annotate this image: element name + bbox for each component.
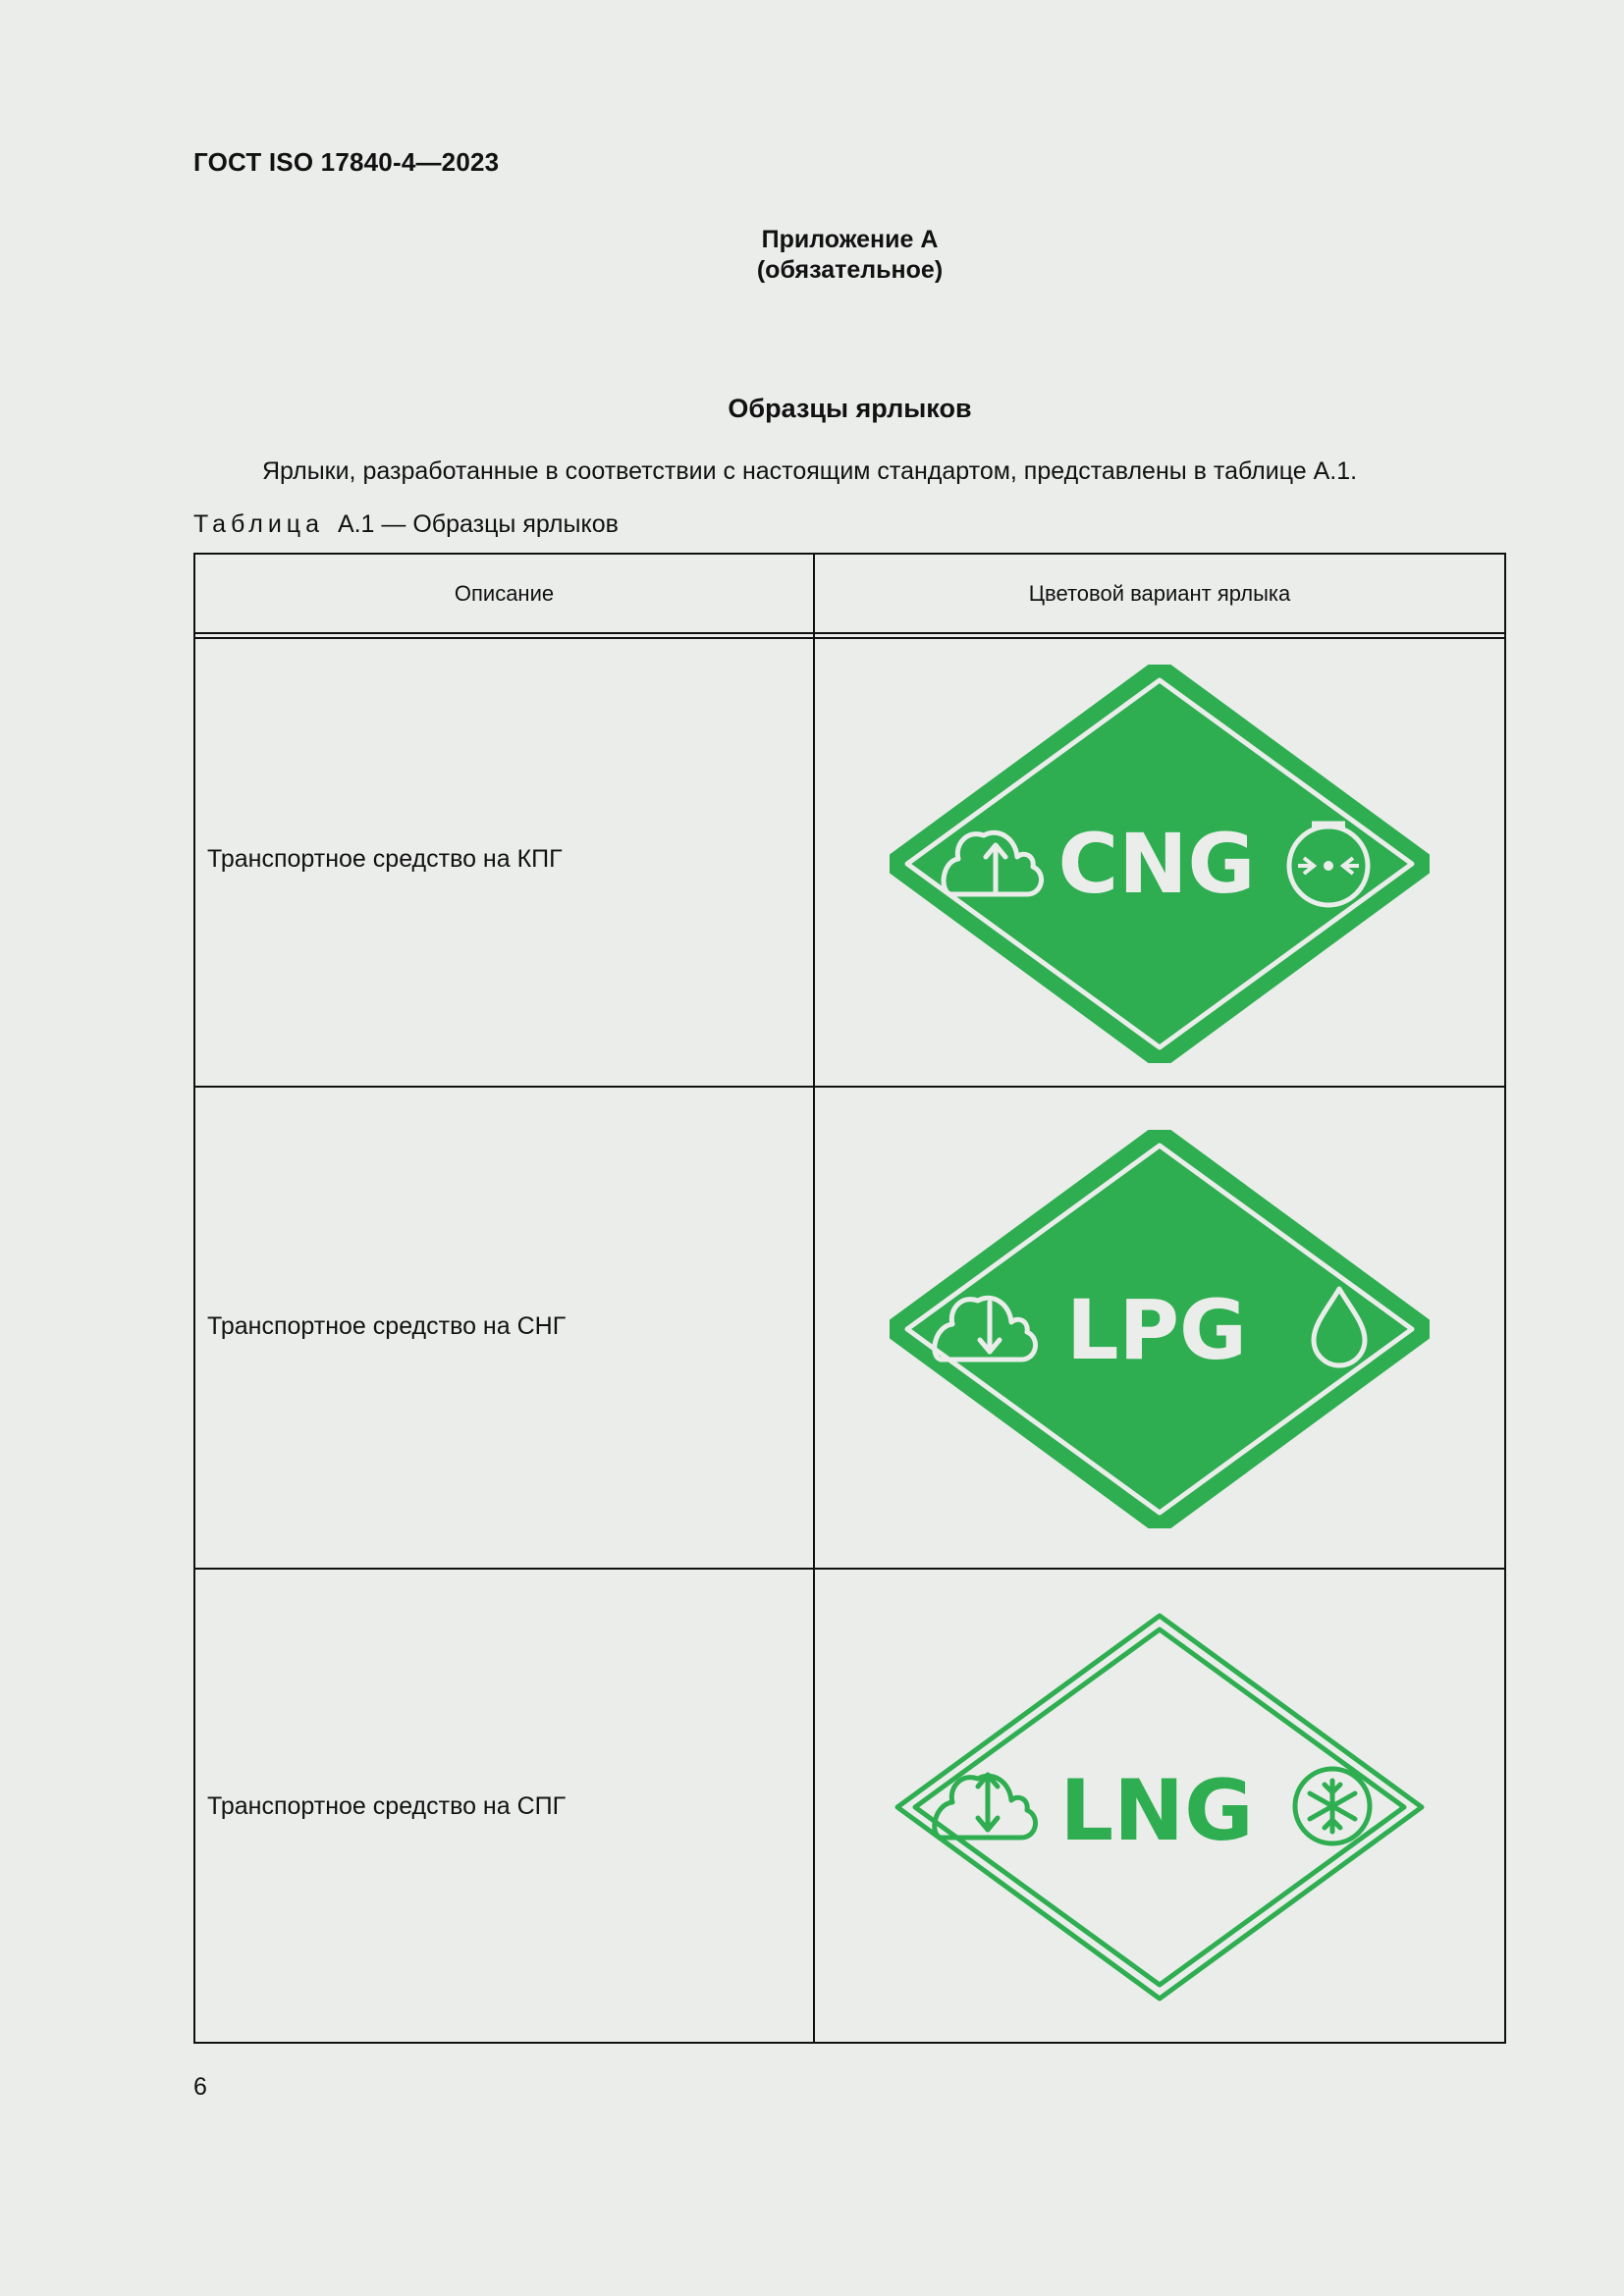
lpg-label-image bbox=[890, 1130, 1430, 1528]
row-description-cng: Транспортное средство на КПГ bbox=[207, 845, 563, 873]
appendix-heading bbox=[0, 225, 1624, 286]
table-caption-text: А.1 — Образцы ярлыков bbox=[337, 510, 619, 538]
section-title: Образцы ярлыков bbox=[728, 394, 972, 423]
cng-label-text: CNG bbox=[1057, 815, 1256, 912]
document-code: ГОСТ ISO 17840-4—2023 bbox=[193, 147, 500, 177]
label-samples-table bbox=[193, 553, 1506, 2044]
appendix-subtitle: (обязательное) bbox=[756, 256, 944, 284]
intro-paragraph: Ярлыки, разработанные в соответствии с настоящим стандартом, представлены в таблице А.1. bbox=[262, 457, 1358, 485]
column-header-description: Описание bbox=[454, 580, 555, 606]
lpg-label-text: LPG bbox=[1065, 1281, 1248, 1378]
label-lng-cell bbox=[815, 1570, 1504, 2044]
lng-label-image bbox=[890, 1608, 1430, 2006]
lng-label-text: LNG bbox=[1059, 1761, 1254, 1860]
label-lpg-cell bbox=[815, 1088, 1504, 1570]
column-header-color-variant: Цветовой вариант ярлыка bbox=[1028, 580, 1291, 606]
row-description-lpg: Транспортное средство на СНГ bbox=[207, 1312, 567, 1340]
appendix-title: Приложение А bbox=[761, 226, 939, 253]
label-cng-cell bbox=[815, 639, 1504, 1088]
page-number: 6 bbox=[193, 2073, 207, 2101]
header-divider bbox=[195, 632, 1504, 634]
snowflake-icon bbox=[1295, 1769, 1370, 1843]
table-caption bbox=[193, 510, 619, 539]
table-caption-word: Таблица bbox=[193, 510, 325, 538]
row-description-lng: Транспортное средство на СПГ bbox=[207, 1792, 567, 1820]
cng-label-image bbox=[890, 665, 1430, 1063]
